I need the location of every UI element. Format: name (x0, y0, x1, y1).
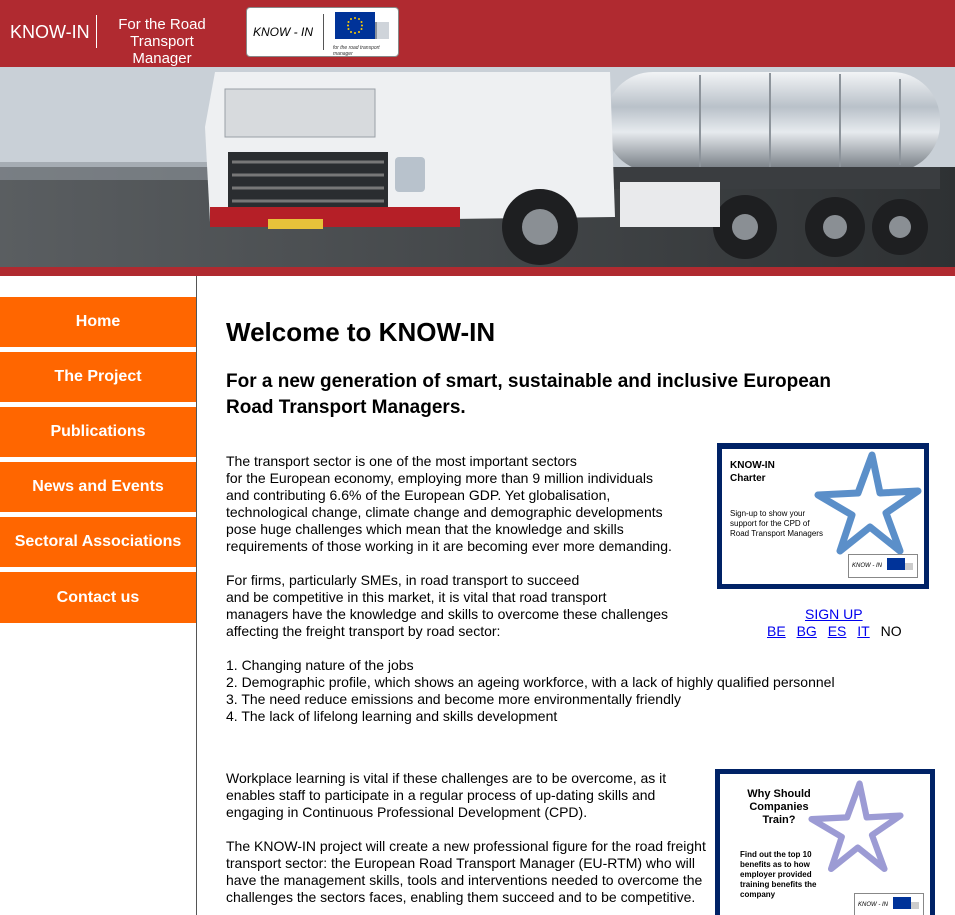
star-icon (808, 780, 904, 876)
why-train-title: Why Should Companies Train? (747, 788, 811, 826)
banner-stripe-grey (825, 443, 857, 449)
nav-the-project[interactable]: The Project (0, 352, 196, 402)
why-train-logo (854, 893, 924, 915)
sign-up-link[interactable]: SIGN UP (805, 606, 863, 622)
truck-icon (905, 563, 913, 570)
eu-flag-icon (335, 12, 375, 39)
workplace-learning-paragraph: Workplace learning is vital if these challenges are to be overcome, as it enables staff to participate in a regular process of up-dating skills and engaging in Continuous Professional Development (CPD). (226, 770, 667, 820)
nav-news-and-events[interactable]: News and Events (0, 462, 196, 512)
eu-flag-icon (893, 897, 911, 909)
main-navigation (0, 297, 196, 628)
charter-banner[interactable] (717, 443, 929, 589)
know-in-logo[interactable] (246, 7, 399, 57)
logo-subtext: for the road transport manager (333, 45, 380, 57)
banner-stripe-lilac (715, 769, 835, 774)
hero-truck-image (0, 67, 955, 267)
nav-home[interactable]: Home (0, 297, 196, 347)
logo-text: KNOW - IN (253, 25, 313, 39)
why-train-logo-text: KNOW - IN (858, 902, 888, 908)
truck-illustration (0, 67, 955, 267)
brand-name[interactable]: KNOW-IN (10, 22, 90, 42)
nav-contact-us[interactable]: Contact us (0, 572, 196, 623)
brand-divider (96, 15, 97, 48)
why-train-text: Find out the top 10 benefits as to how employer provided training benefits the company (740, 850, 817, 899)
language-selector (767, 623, 902, 639)
hero-divider (0, 267, 955, 276)
nav-publications[interactable]: Publications (0, 407, 196, 457)
why-train-banner[interactable] (715, 769, 935, 915)
star-icon (814, 451, 922, 559)
charter-logo-text: KNOW - IN (852, 563, 882, 569)
charter-logo (848, 554, 918, 578)
banner-stripe-blue (717, 443, 825, 449)
challenges-list: 1. Changing nature of the jobs 2. Demographic profile, which shows an ageing workforce, with a lack of highly qualified personnel 3. The need reduce emissions and become more environmentally friendly 4. The lack of lifelong learning and skills development (226, 657, 835, 724)
logo-divider (323, 14, 324, 50)
charter-text: Sign-up to show your support for the CPD of Road Transport Managers (730, 509, 823, 538)
eu-flag-icon (887, 558, 905, 570)
lang-current: NO (880, 623, 902, 639)
page-title: Welcome to KNOW-IN (226, 317, 496, 347)
intro-paragraph: The transport sector is one of the most important sectors for the European economy, employing more than 9 million individuals and contributing 6.6% of the European GDP. Yet globalisation, technological change, climate change and demographic developments pose huge challenges which mean that the knowledge and skills requirements of those working in it are becoming ever more demanding. (226, 453, 672, 554)
nav-sectoral-associations[interactable]: Sectoral Associations (0, 517, 196, 567)
banner-stripe-grey (835, 769, 865, 774)
page-subtitle: For a new generation of smart, sustainable and inclusive European Road Transport Managers. (226, 371, 831, 418)
truck-icon (375, 22, 389, 39)
sme-paragraph: For firms, particularly SMEs, in road transport to succeed and be competitive in this market, it is vital that road transport managers have the knowledge and skills to overcome these challenges affecting the freight transport by road sector: (226, 572, 669, 639)
lang-bg-link[interactable]: BG (796, 623, 817, 639)
project-paragraph: The KNOW-IN project will create a new professional figure for the road freight transport sector: the European Road Transport Manager (EU-RTM) who will have the management skills, tools and interventions needed to overcome the challenges the sectors faces, enabling them succeed and to be competitive. (226, 838, 706, 905)
lang-be-link[interactable]: BE (767, 623, 786, 639)
lang-es-link[interactable]: ES (827, 623, 847, 639)
truck-icon (911, 902, 919, 909)
charter-title: KNOW-IN Charter (730, 460, 775, 484)
site-tagline: For the Road Transport Manager (118, 16, 206, 67)
site-header (0, 0, 955, 67)
lang-it-link[interactable]: IT (857, 623, 870, 639)
sidebar-divider (196, 276, 197, 915)
